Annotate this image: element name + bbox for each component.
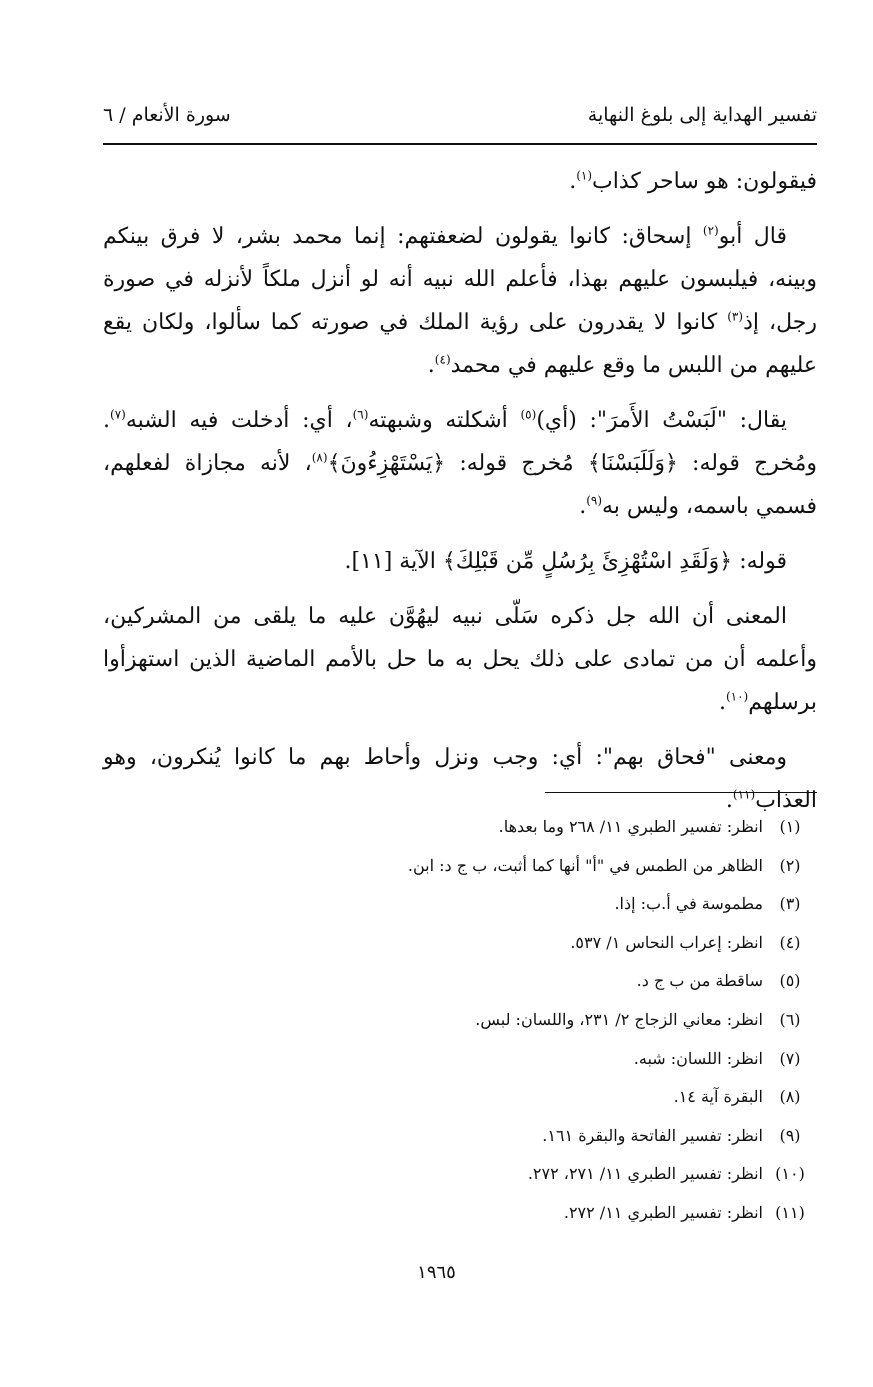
punctuation: .	[569, 169, 577, 194]
footnote-ref: (٨)	[311, 450, 328, 465]
footnote-item	[103, 885, 817, 924]
paragraph-1	[103, 160, 817, 203]
header-rule	[103, 143, 817, 145]
footnote-item	[103, 924, 817, 963]
footnote-text: انظر: تفسير الطبري ١١/ ٢٦٨ وما بعدها.	[498, 817, 763, 836]
footnote-text: انظر: تفسير الطبري ١١/ ٢٧٢.	[563, 1202, 763, 1222]
footnote-ref: (٣)	[727, 309, 744, 324]
footnote-text: انظر: اللسان: شبه.	[633, 1048, 763, 1068]
footnote-ref: (١٠)	[725, 689, 749, 704]
footnote-item	[103, 1155, 817, 1194]
footnote-item	[103, 808, 817, 847]
paragraph-text: قال أبو	[718, 224, 787, 249]
footnote-text: الظاهر من الطمس في "أ" أنها كما أثبت، ب ج د: ابن.	[407, 855, 763, 875]
paragraph-text: ومعنى "فحاق بهم": أي: وجب ونزل وأحاط بهم ما كانوا يُنكرون، وهو العذاب	[103, 745, 817, 813]
footnote-ref: (٢)	[702, 223, 719, 238]
footnote-ref: (٩)	[586, 493, 603, 508]
footnote-item	[103, 1194, 817, 1233]
footnote-text: البقرة آية ١٤.	[673, 1087, 763, 1107]
footnote-number: (٩)	[779, 1125, 801, 1145]
punctuation: .	[718, 690, 726, 715]
paragraph-text: يقال: "لَبَسْتُ الأَمرَ": (أي)	[536, 408, 787, 433]
footnote-item	[103, 847, 817, 886]
punctuation: .	[725, 788, 733, 813]
paragraph-text: كانوا لا يقدرون على رؤية الملك في صورته كما سألوا، ولكان يقع عليهم من اللبس ما وقع عليهم في محمد	[103, 310, 817, 378]
footnote-ref: (١)	[576, 168, 593, 183]
page-number: ١٩٦٥	[417, 1262, 456, 1283]
paragraph-text: ، أي: أدخلت فيه الشبه	[125, 408, 353, 433]
surah-reference: سورة الأنعام / ٦	[103, 104, 231, 126]
footnote-number: (٧)	[779, 1048, 801, 1068]
footnote-text: مطموسة في أ.ب: إذا.	[614, 894, 763, 914]
footnote-ref: (١١)	[732, 787, 756, 802]
footnote-ref: (٥)	[520, 407, 537, 422]
footnote-text: انظر: تفسير الفاتحة والبقرة ١٦١.	[542, 1125, 763, 1145]
main-text	[103, 160, 817, 834]
punctuation: .	[579, 494, 587, 519]
footnote-number: (٣)	[779, 894, 801, 914]
footnote-item	[103, 1001, 817, 1040]
footnote-item	[103, 1117, 817, 1156]
paragraph-2	[103, 215, 817, 387]
footnote-ref: (٦)	[352, 407, 369, 422]
paragraph-text: فيقولون: هو ساحر كذاب	[592, 169, 817, 194]
footnote-number: (٥)	[779, 971, 801, 991]
paragraph-5	[103, 595, 817, 724]
footnote-text: انظر: معاني الزجاج ٢/ ٢٣١، واللسان: لبس.	[475, 1009, 763, 1029]
footnote-number: (١٠)	[775, 1164, 805, 1184]
footnote-number: (١)	[779, 817, 801, 836]
paragraph-text: الآية [١١].	[344, 549, 443, 574]
footnote-number: (٦)	[779, 1009, 801, 1029]
footnote-item	[103, 1078, 817, 1117]
paragraph-text: قوله:	[732, 549, 787, 574]
quran-quote: ﴿وَلَلَبَسْنَا﴾	[587, 451, 678, 476]
paragraph-text: أشكلته وشبهته	[368, 408, 521, 433]
footnote-text: ساقطة من ب ج د.	[636, 971, 763, 991]
paragraph-3	[103, 399, 817, 528]
paragraph-text: ، لأنه مجازاة لفعلهم، فسمي باسمه، وليس به	[103, 451, 817, 519]
paragraph-text: إسحاق: كانوا يقولون لضعفتهم: إنما محمد بشر، لا فرق بينكم وبينه، فيلبسون عليهم بهذا، فأعلم الله نبيه أنه لو أنزل ملكاً لأنزله في صورة رجل، إذ	[103, 224, 817, 335]
footnote-rule	[545, 792, 817, 793]
quran-quote: ﴿يَسْتَهْزِءُونَ﴾	[327, 451, 446, 476]
footnote-item	[103, 1040, 817, 1079]
footnote-number: (٤)	[779, 932, 801, 952]
footnote-item	[103, 962, 817, 1001]
running-header	[103, 104, 817, 138]
footnote-ref: (٧)	[110, 407, 126, 422]
paragraph-text: المعنى أن الله جل ذكره سَلّى نبيه ليهُوَّن عليه ما يلقى من المشركين، وأعلمه أن من تمادى على ذلك يحل به ما حل بالأمم الماضية الذين استهزأوا برسلهم	[103, 604, 817, 715]
paragraph-4	[103, 540, 817, 583]
quran-verse: ﴿وَلَقَدِ اسْتُهْزِئَ بِرُسُلٍ مِّن قَبْلِكَ﴾	[442, 549, 733, 574]
footnote-number: (١١)	[775, 1202, 805, 1222]
footnote-number: (٨)	[779, 1087, 801, 1107]
paragraph-text: . ومُخرج قوله:	[103, 408, 817, 476]
punctuation: .	[427, 353, 435, 378]
footnote-text: انظر: إعراب النحاس ١/ ٥٣٧.	[570, 932, 763, 952]
footnote-text: انظر: تفسير الطبري ١١/ ٢٧١، ٢٧٢.	[527, 1164, 763, 1184]
footnotes	[103, 808, 817, 1233]
paragraph-text: مُخرج قوله:	[445, 451, 588, 476]
footnote-ref: (٤)	[434, 352, 451, 367]
book-title: تفسير الهداية إلى بلوغ النهاية	[587, 104, 817, 126]
footnote-number: (٢)	[779, 855, 801, 875]
